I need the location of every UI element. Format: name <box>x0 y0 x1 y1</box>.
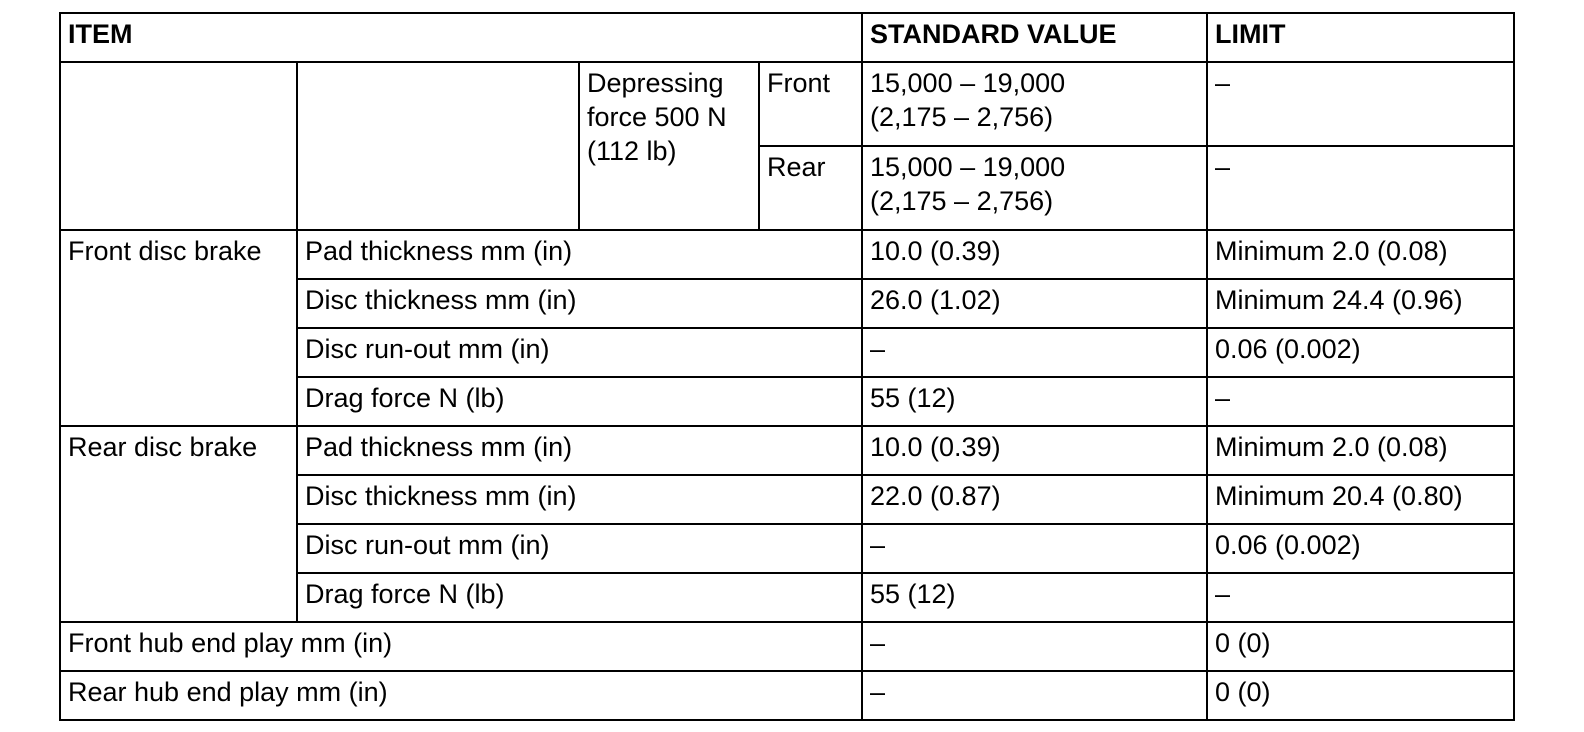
limit-cell: – <box>1207 377 1514 426</box>
item-cell: Disc run-out mm (in) <box>297 524 862 573</box>
table-row <box>60 622 1514 671</box>
blank-cell <box>297 62 579 230</box>
condition-line: (112 lb) <box>587 136 677 166</box>
standard-cell: – <box>862 671 1207 720</box>
group-label-front-disc-brake: Front disc brake <box>60 230 297 426</box>
limit-cell: Minimum 20.4 (0.80) <box>1207 475 1514 524</box>
item-cell: Drag force N (lb) <box>297 377 862 426</box>
item-cell: Pad thickness mm (in) <box>297 230 862 279</box>
rear-standard-value <box>862 146 1207 230</box>
item-cell: Disc thickness mm (in) <box>297 475 862 524</box>
limit-cell: 0 (0) <box>1207 622 1514 671</box>
standard-cell: – <box>862 622 1207 671</box>
rear-label: Rear <box>759 146 862 230</box>
condition-line: force 500 N <box>587 102 727 132</box>
limit-cell: 0 (0) <box>1207 671 1514 720</box>
blank-cell <box>60 62 297 230</box>
limit-cell: 0.06 (0.002) <box>1207 524 1514 573</box>
value-line: (2,175 – 2,756) <box>870 186 1054 216</box>
front-label: Front <box>759 62 862 146</box>
value-line: (2,175 – 2,756) <box>870 102 1054 132</box>
limit-cell: 0.06 (0.002) <box>1207 328 1514 377</box>
header-row <box>60 13 1514 62</box>
rear-limit: – <box>1207 146 1514 230</box>
item-cell: Pad thickness mm (in) <box>297 426 862 475</box>
specification-table <box>59 12 1515 721</box>
standard-cell: – <box>862 524 1207 573</box>
table-row <box>60 230 1514 279</box>
standard-cell: – <box>862 328 1207 377</box>
standard-cell: 26.0 (1.02) <box>862 279 1207 328</box>
limit-cell: Minimum 2.0 (0.08) <box>1207 230 1514 279</box>
condition-line: Depressing <box>587 68 724 98</box>
standard-cell: 10.0 (0.39) <box>862 230 1207 279</box>
limit-cell: Minimum 24.4 (0.96) <box>1207 279 1514 328</box>
limit-cell: Minimum 2.0 (0.08) <box>1207 426 1514 475</box>
item-cell: Rear hub end play mm (in) <box>60 671 862 720</box>
group-label-rear-disc-brake: Rear disc brake <box>60 426 297 622</box>
item-cell: Drag force N (lb) <box>297 573 862 622</box>
table-row <box>60 426 1514 475</box>
value-line: 15,000 – 19,000 <box>870 152 1066 182</box>
standard-cell: 10.0 (0.39) <box>862 426 1207 475</box>
table-row <box>60 62 1514 146</box>
front-limit: – <box>1207 62 1514 146</box>
depressing-force-condition <box>579 62 759 230</box>
table-row <box>60 671 1514 720</box>
standard-cell: 22.0 (0.87) <box>862 475 1207 524</box>
header-limit: LIMIT <box>1207 13 1514 62</box>
item-cell: Front hub end play mm (in) <box>60 622 862 671</box>
limit-cell: – <box>1207 573 1514 622</box>
standard-cell: 55 (12) <box>862 377 1207 426</box>
front-standard-value <box>862 62 1207 146</box>
item-cell: Disc run-out mm (in) <box>297 328 862 377</box>
header-standard-value: STANDARD VALUE <box>862 13 1207 62</box>
standard-cell: 55 (12) <box>862 573 1207 622</box>
value-line: 15,000 – 19,000 <box>870 68 1066 98</box>
item-cell: Disc thickness mm (in) <box>297 279 862 328</box>
header-item: ITEM <box>60 13 862 62</box>
